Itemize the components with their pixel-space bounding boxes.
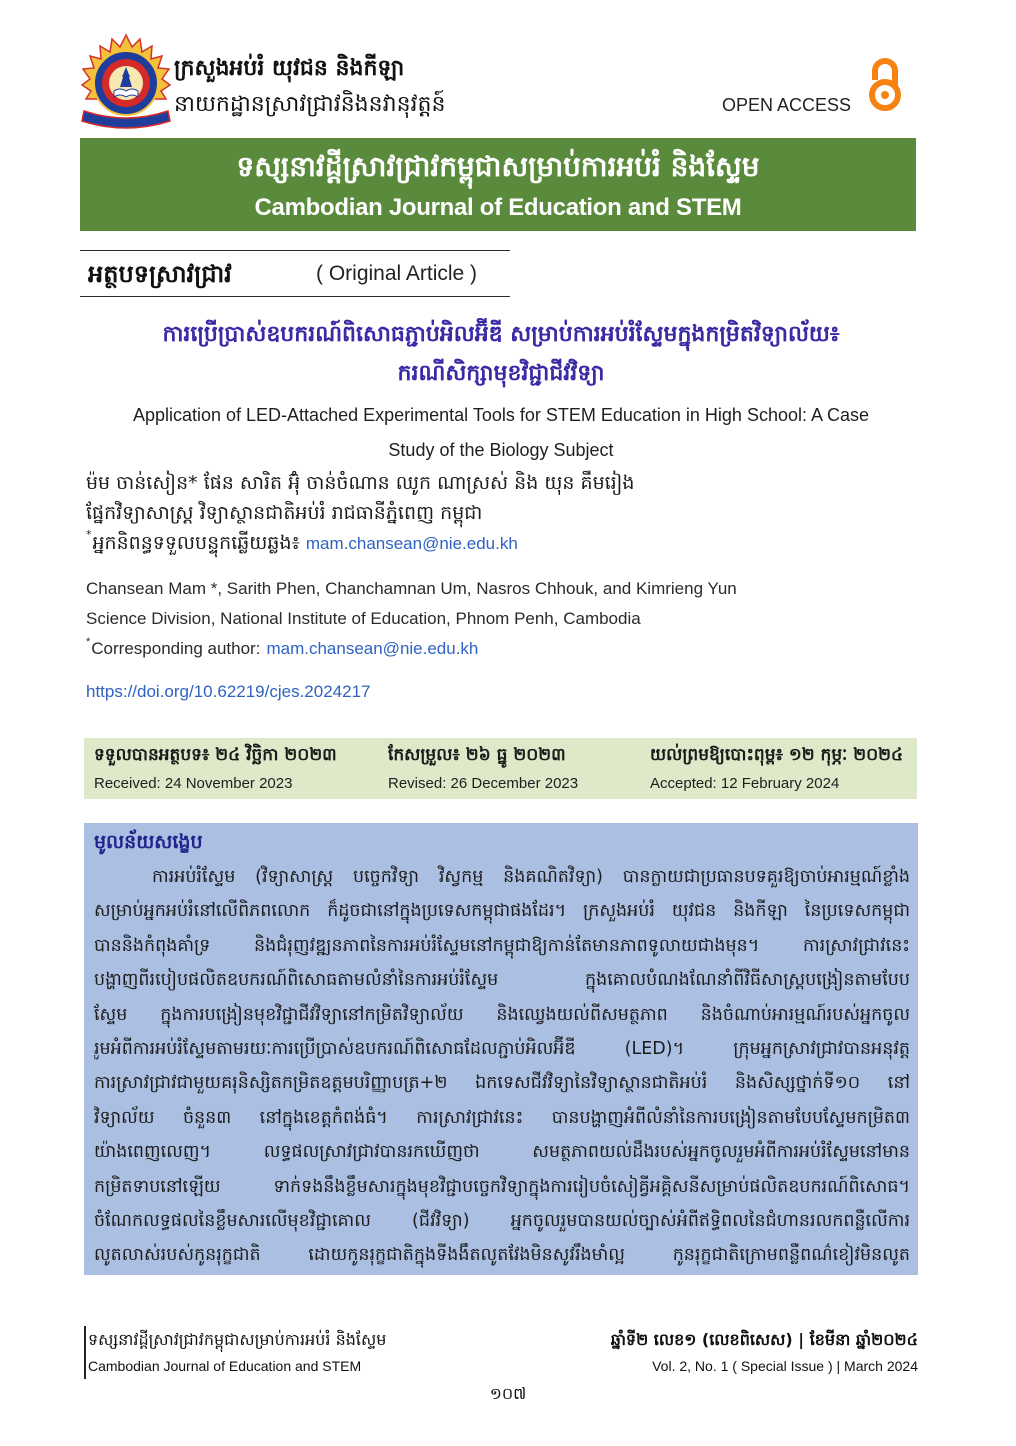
abstract-line: បាននិងកំពុងគាំទ្រ និងជំរុញវឌ្ឍនភាពនៃការអប់រំស្ទែមនៅកម្ពុជាឱ្យកាន់តែមានភាពទូលាយជាងមុន។ ការស្រាវជ្រាវនេះ	[94, 935, 910, 956]
date-received	[94, 738, 379, 799]
article-type-km: អត្ថបទស្រាវជ្រាវ	[88, 259, 232, 288]
abstract-heading: មូលន័យសង្ខេប	[94, 831, 203, 853]
abstract-body	[94, 860, 910, 1272]
page-number: ១០៧	[489, 1384, 527, 1403]
journal-name-en: Cambodian Journal of Education and STEM	[254, 194, 742, 221]
abstract-line: ស្ទែម ក្នុងការបង្រៀនមុខវិជ្ជាជីវវិទ្យានៅកម្រិតវិទ្យាល័យ និងឈ្វេងយល់ពីសមត្ថភាព និងចំណាប់អារម្មណ៍របស់អ្នកចូល	[94, 1004, 910, 1025]
corresponding-email-en[interactable]: mam.chansean@nie.edu.kh	[266, 639, 479, 658]
footer-issue-en: Vol. 2, No. 1 ( Special Issue ) | March 2024	[652, 1358, 918, 1374]
affiliation-km: ផ្នែកវិទ្យាសាស្ត្រ វិទ្យាស្ថានជាតិអប់រំ រាជធានីភ្នំពេញ កម្ពុជា	[86, 502, 483, 524]
abstract-line: ការស្រាវជ្រាវជាមួយគរុនិស្សិតកម្រិតឧត្តមបរិញ្ញាបត្រ+២ ឯកទេសជីវវិទ្យានៃវិទ្យាស្ថានជាតិអប់រំ និងសិស្សថ្នាក់ទី១០ នៅ	[94, 1073, 910, 1094]
ministry-name: ក្រសួងអប់រំ យុវជន និងកីឡា	[174, 56, 405, 81]
title-km-line: ការប្រើប្រាស់ឧបករណ៍ពិសោធភ្ជាប់អិលអ៊ីឌី សម្រាប់ការអប់រំស្ទែមក្នុងកម្រិតវិទ្យាល័យ៖	[162, 322, 840, 347]
corresponding-en	[86, 635, 916, 662]
open-access-label: OPEN ACCESS	[722, 95, 852, 115]
journal-banner	[80, 138, 916, 231]
date-accepted-en: Accepted: 12 February 2024	[650, 775, 840, 792]
title-km-line: ករណីសិក្សាមុខវិជ្ជាជីវវិទ្យា	[397, 361, 605, 386]
open-access-keyhole	[881, 91, 889, 99]
date-revised-en: Revised: 26 December 2023	[388, 775, 579, 792]
department-name: នាយកដ្ឋានស្រាវជ្រាវនិងនវានុវត្តន៍	[174, 92, 446, 117]
date-revised	[388, 738, 643, 799]
corresponding-km	[86, 528, 916, 558]
abstract-line: លូតលាស់របស់កូនរុក្ខជាតិ ដោយកូនរុក្ខជាតិក្នុងទីងងឹតលូតវែងមិនសូវរឹងមាំល្អ កូនរុក្ខជាតិក្រោមពន្លឺពណ៌ខៀវមិនលូត	[94, 1245, 910, 1266]
date-revised-km: កែសម្រួល៖ ២៦ ធ្នូ ២០២៣	[388, 745, 566, 765]
footer-journal-km: ទស្សនាវដ្ដីស្រាវជ្រាវកម្ពុជាសម្រាប់ការអប់រំ និងស្ទែម	[88, 1330, 387, 1349]
article-type-en: ( Original Article )	[316, 261, 478, 285]
abstract-box	[84, 823, 918, 1275]
title-en-line: Application of LED-Attached Experimental Tools for STEM Education in High School: A Case	[132, 405, 870, 425]
ministry-seal-icon	[78, 33, 174, 133]
date-received-en: Received: 24 November 2023	[94, 775, 293, 792]
corresponding-label-en: Corresponding author:	[91, 639, 261, 658]
authors-en: Chansean Mam *, Sarith Phen, Chanchamnan Um, Nasros Chhouk, and Kimrieng Yun	[86, 579, 737, 598]
abstract-line: កម្រិតទាបនៅឡើយ ទាក់ទងនឹងខ្លឹមសារក្នុងមុខវិជ្ជាបច្ចេកវិទ្យាក្នុងការរៀបចំសៀគ្វីអគ្គិសនីសម្រាប់ផលិតឧបករណ៍ពិសោធ។	[94, 1176, 910, 1197]
doi-link[interactable]: https://doi.org/10.62219/cjes.2024217	[86, 682, 371, 701]
open-access-badge	[866, 56, 904, 112]
abstract-line: យ៉ាងពេញលេញ។ លទ្ធផលស្រាវជ្រាវបានរកឃើញថា សមត្ថភាពយល់ដឹងរបស់អ្នកចូលរួមអំពីការអប់រំស្ទែមនៅមាន	[94, 1142, 910, 1163]
abstract-line: សម្រាប់អ្នកអប់រំនៅលើពិភពលោក ក៏ដូចជានៅក្នុងប្រទេសកម្ពុជាផងដែរ។ ក្រសួងអប់រំ យុវជន និងកីឡា នៃប្រទេសកម្ពុជា	[94, 901, 910, 922]
corresponding-marker: *	[86, 528, 92, 541]
date-received-km: ទទួលបានអត្ថបទ៖ ២៤ វិច្ឆិកា ២០២៣	[94, 745, 337, 765]
dates-box	[84, 738, 917, 799]
date-accepted-km: យល់ព្រមឱ្យបោះពុម្ព៖ ១២ កុម្ភៈ ២០២៤	[650, 745, 904, 765]
date-accepted	[650, 738, 912, 799]
corresponding-email-km[interactable]: mam.chansean@nie.edu.kh	[305, 534, 518, 553]
corresponding-marker: *	[86, 636, 91, 648]
abstract-line: បង្ហាញពីរបៀបផលិតឧបករណ៍ពិសោធតាមលំនាំនៃការអប់រំស្ទែម ក្នុងគោលបំណងណែនាំពីវិធីសាស្ត្របង្រៀនតាមបែប	[94, 970, 910, 991]
ministry-logo	[78, 33, 174, 133]
article-type	[80, 250, 510, 297]
footer-journal-en: Cambodian Journal of Education and STEM	[88, 1358, 362, 1374]
footer-divider	[84, 1326, 86, 1379]
open-access-icon	[866, 56, 904, 112]
abstract-line: ការអប់រំស្ទែម (វិទ្យាសាស្ត្រ បច្ចេកវិទ្យា វិស្វកម្ម និងគណិតវិទ្យា) បានក្លាយជាប្រធានបទគួរឱ្យចាប់អារម្មណ៍ខ្លាំង	[152, 867, 910, 887]
corresponding-label-km: អ្នកនិពន្ធទទួលបន្ទុកឆ្លើយឆ្លង៖	[92, 532, 300, 554]
abstract-line: ចំណែកលទ្ធផលនៃខ្លឹមសារលើមុខវិជ្ជាគោល (ជីវវិទ្យា) អ្នកចូលរួមបានយល់ច្បាស់អំពីឥទ្ធិពលនៃជំហានរលកពន្លឺលើការ	[94, 1210, 910, 1231]
footer-issue-km: ឆ្នាំទី២ លេខ១ (លេខពិសេស) | ខែមីនា ឆ្នាំ២០២៤	[610, 1330, 918, 1349]
journal-name-km: ទស្សនាវដ្ដីស្រាវជ្រាវកម្ពុជាសម្រាប់ការអប់រំ និងស្ទែម	[236, 150, 760, 183]
title-en-line: Study of the Biology Subject	[388, 440, 614, 460]
abstract-line: រួមអំពីការអប់រំស្ទែមតាមរយៈការប្រើប្រាស់ឧបករណ៍ពិសោធដែលភ្ជាប់អិលអ៊ីឌី (LED)។ ក្រុមអ្នកស្រាវជ្រាវបានអនុវត្ត	[94, 1038, 910, 1059]
affiliation-en: Science Division, National Institute of Education, Phnom Penh, Cambodia	[86, 609, 641, 628]
abstract-line: វិទ្យាល័យ ចំនួន៣ នៅក្នុងខេត្តកំពង់ធំ។ ការស្រាវជ្រាវនេះ បានបង្ហាញអំពីលំនាំនៃការបង្រៀនតាមបែបស្ទែមកម្រិត៣	[94, 1107, 910, 1128]
authors-km: ម៉ម ចាន់សៀន* ផែន សារិត អ៊ុំ ចាន់ចំណាន ឈូក ណាស្រស់ និង យុន គឹមរៀង	[86, 472, 635, 494]
